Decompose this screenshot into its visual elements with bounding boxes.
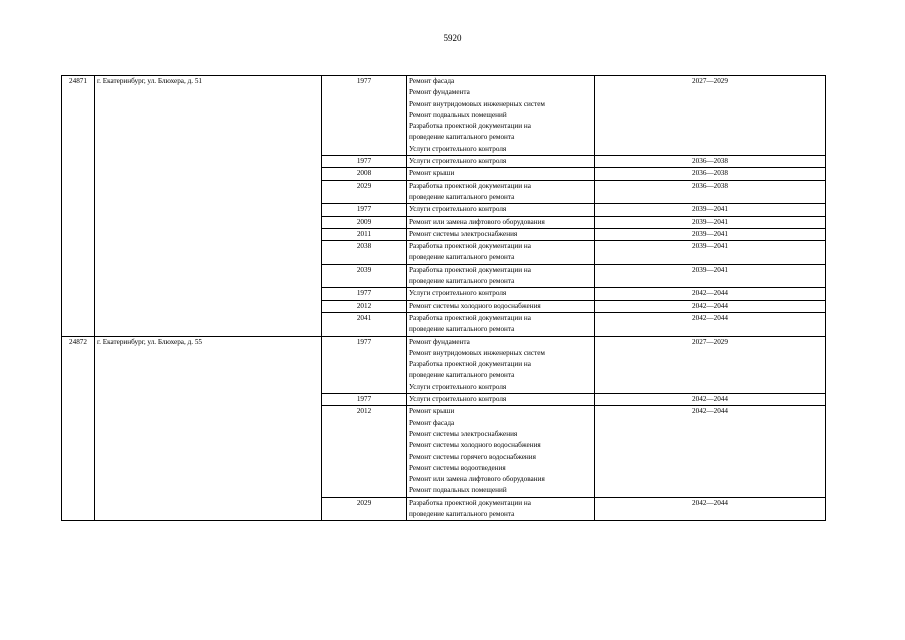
year-cell: 2038	[322, 241, 407, 265]
works-cell	[407, 168, 595, 180]
work-item: Услуги строительного контроля	[409, 157, 507, 166]
year-cell: 1977	[322, 204, 407, 216]
capital-repair-table	[61, 75, 826, 521]
work-item: проведение капитального ремонта	[409, 371, 515, 380]
work-item: Услуги строительного контроля	[409, 144, 507, 153]
works-cell	[407, 228, 595, 240]
work-item: Услуги строительного контроля	[409, 205, 507, 214]
work-item: проведение капитального ремонта	[409, 509, 515, 518]
work-item: проведение капитального ремонта	[409, 277, 515, 286]
work-item: Разработка проектной документации на	[409, 313, 531, 322]
work-item: Разработка проектной документации на	[409, 265, 531, 274]
works-cell	[407, 497, 595, 521]
works-cell	[407, 156, 595, 168]
work-item: Ремонт внутридомовых инженерных систем	[409, 348, 545, 357]
work-item: Ремонт внутридомовых инженерных систем	[409, 99, 545, 108]
period-cell: 2039—2041	[595, 241, 826, 265]
house-id-cell: 24871	[62, 76, 95, 337]
work-item: Услуги строительного контроля	[409, 395, 507, 404]
house-address-cell: г. Екатеринбург, ул. Блюхера, д. 55	[95, 336, 322, 521]
work-item: Услуги строительного контроля	[409, 289, 507, 298]
period-cell: 2039—2041	[595, 216, 826, 228]
year-cell: 1977	[322, 76, 407, 156]
period-cell: 2027—2029	[595, 336, 826, 393]
work-item: Ремонт системы электроснабжения	[409, 429, 518, 438]
work-item: Разработка проектной документации на	[409, 122, 531, 131]
works-cell	[407, 216, 595, 228]
year-cell: 1977	[322, 288, 407, 300]
works-cell	[407, 300, 595, 312]
work-item: проведение капитального ремонта	[409, 325, 515, 334]
works-cell	[407, 336, 595, 393]
period-cell: 2042—2044	[595, 406, 826, 497]
year-cell: 2008	[322, 168, 407, 180]
work-item: проведение капитального ремонта	[409, 253, 515, 262]
works-cell	[407, 288, 595, 300]
period-cell: 2027—2029	[595, 76, 826, 156]
year-cell: 2009	[322, 216, 407, 228]
work-item: Ремонт подвальных помещений	[409, 110, 507, 119]
period-cell: 2042—2044	[595, 300, 826, 312]
table-row	[62, 336, 826, 393]
works-cell	[407, 394, 595, 406]
work-item: Ремонт фундамента	[409, 337, 470, 346]
works-cell	[407, 312, 595, 336]
year-cell: 2041	[322, 312, 407, 336]
house-address-cell: г. Екатеринбург, ул. Блюхера, д. 51	[95, 76, 322, 337]
period-cell: 2042—2044	[595, 497, 826, 521]
period-cell: 2036—2038	[595, 180, 826, 204]
work-item: Ремонт системы горячего водоснабжения	[409, 452, 536, 461]
period-cell: 2042—2044	[595, 312, 826, 336]
work-item: проведение капитального ремонта	[409, 133, 515, 142]
year-cell: 1977	[322, 394, 407, 406]
period-cell: 2039—2041	[595, 204, 826, 216]
work-item: Ремонт фасада	[409, 77, 455, 85]
year-cell: 2039	[322, 264, 407, 288]
work-item: Ремонт системы водоотведения	[409, 463, 506, 472]
work-item: Разработка проектной документации на	[409, 498, 531, 507]
works-cell	[407, 406, 595, 497]
work-item: Ремонт системы холодного водоснабжения	[409, 301, 541, 310]
house-id-cell: 24872	[62, 336, 95, 521]
work-item: Ремонт или замена лифтового оборудования	[409, 217, 545, 226]
work-item: Ремонт крыши	[409, 407, 455, 416]
work-item: Ремонт или замена лифтового оборудования	[409, 475, 545, 484]
period-cell: 2039—2041	[595, 264, 826, 288]
period-cell: 2042—2044	[595, 394, 826, 406]
work-item: Ремонт фундамента	[409, 88, 470, 97]
works-cell	[407, 76, 595, 156]
year-cell: 2029	[322, 180, 407, 204]
work-item: проведение капитального ремонта	[409, 192, 515, 201]
table-row	[62, 76, 826, 156]
work-item: Ремонт фасада	[409, 418, 455, 427]
period-cell: 2039—2041	[595, 228, 826, 240]
year-cell: 2012	[322, 406, 407, 497]
year-cell: 2011	[322, 228, 407, 240]
works-cell	[407, 180, 595, 204]
work-item: Ремонт системы электроснабжения	[409, 229, 518, 238]
works-cell	[407, 264, 595, 288]
page-number: 5920	[443, 33, 462, 43]
work-item: Разработка проектной документации на	[409, 360, 531, 369]
year-cell: 1977	[322, 156, 407, 168]
work-item: Ремонт подвальных помещений	[409, 486, 507, 495]
work-item: Ремонт системы холодного водоснабжения	[409, 441, 541, 450]
period-cell: 2036—2038	[595, 168, 826, 180]
work-item: Разработка проектной документации на	[409, 242, 531, 251]
works-cell	[407, 204, 595, 216]
year-cell: 2012	[322, 300, 407, 312]
year-cell: 1977	[322, 336, 407, 393]
period-cell: 2036—2038	[595, 156, 826, 168]
year-cell: 2029	[322, 497, 407, 521]
work-item: Ремонт крыши	[409, 169, 455, 178]
period-cell: 2042—2044	[595, 288, 826, 300]
work-item: Разработка проектной документации на	[409, 181, 531, 190]
work-item: Услуги строительного контроля	[409, 382, 507, 391]
works-cell	[407, 241, 595, 265]
